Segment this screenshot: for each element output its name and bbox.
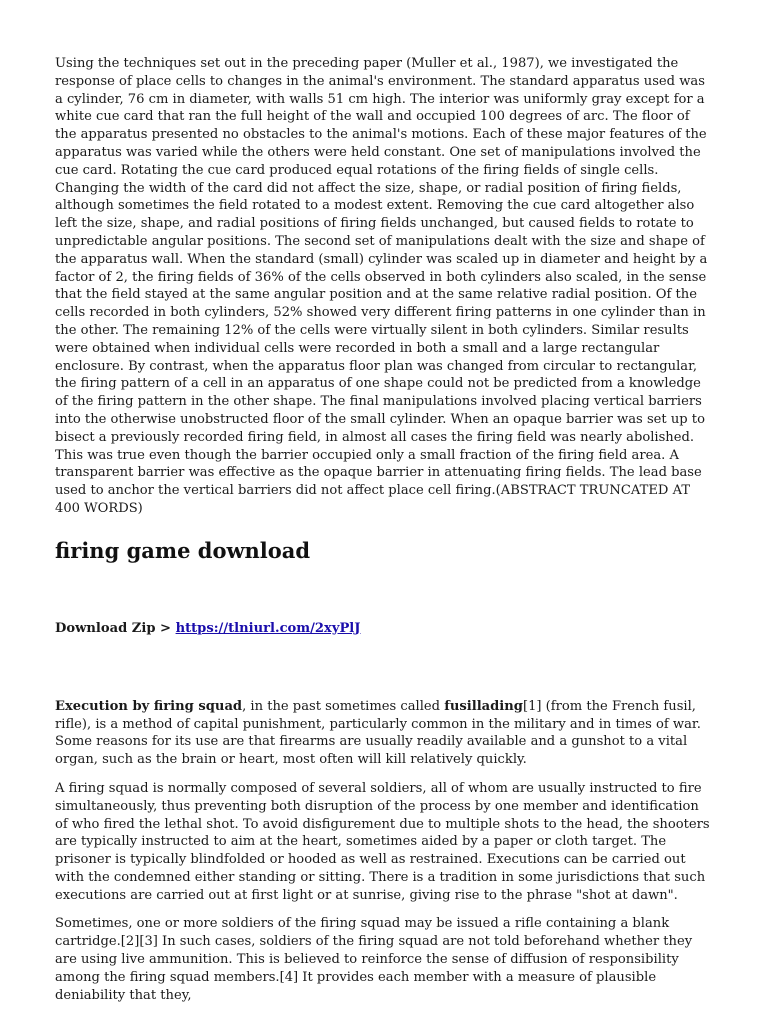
term-execution-by-firing-squad: Execution by firing squad — [55, 698, 243, 714]
download-label: Download Zip > — [55, 620, 176, 636]
execution-paragraph-2: A firing squad is normally composed of several soldiers, all of whom are usually instructed to fire simultaneously, thus preventing both disruption of the process by one member and identification of who fired the lethal shot. To avoid disfigurement due to multiple shots to the head, the shooters are typically instructed to aim at the heart, sometimes aided by a paper or cloth target. The prisoner is typically blindfolded or hooded as well as restrained. Executions can be carried out with the condemned either standing or sitting. There is a tradition in some jurisdictions that such executions are carried out at first light or at sunrise, giving rise to the phrase "shot at dawn". — [55, 780, 710, 903]
document-body — [55, 55, 715, 1004]
download-line — [55, 620, 715, 638]
abstract-paragraph: Using the techniques set out in the preceding paper (Muller et al., 1987), we investigated the response of place cells to changes in the animal's environment. The standard apparatus used was a cylinder, 76 cm in diameter, with walls 51 cm high. The interior was uniformly gray except for a white cue card that ran the full height of the wall and occupied 100 degrees of arc. The floor of the apparatus presented no obstacles to the animal's motions. Each of these major features of the apparatus was varied while the others were held constant. One set of manipulations involved the cue card. Rotating the cue card produced equal rotations of the firing fields of single cells. Changing the width of the card did not affect the size, shape, or radial position of firing fields, although sometimes the field rotated to a modest extent. Removing the cue card altogether also left the size, shape, and radial positions of firing fields unchanged, but caused fields to rotate to unpredictable angular positions. The second set of manipulations dealt with the size and shape of the apparatus wall. When the standard (small) cylinder was scaled up in diameter and height by a factor of 2, the firing fields of 36% of the cells observed in both cylinders also scaled, in the sense that the field stayed at the same angular position and at the same relative radial position. Of the cells recorded in both cylinders, 52% showed very different firing patterns in one cylinder than in the other. The remaining 12% of the cells were virtually silent in both cylinders. Similar results were obtained when individual cells were recorded in both a small and a large rectangular enclosure. By contrast, when the apparatus floor plan was changed from circular to rectangular, the firing pattern of a cell in an apparatus of one shape could not be predicted from a knowledge of the firing pattern in the other shape. The final manipulations involved placing vertical barriers into the otherwise unobstructed floor of the small cylinder. When an opaque barrier was set up to bisect a previously recorded firing field, in almost all cases the firing field was nearly abolished. This was true even though the barrier occupied only a small fraction of the firing field area. A transparent barrier was effective as the opaque barrier in attenuating firing fields. The lead base used to anchor the vertical barriers did not affect place cell firing.(ABSTRACT TRUNCATED AT 400 WORDS) — [55, 56, 708, 516]
execution-paragraph-1 — [55, 698, 715, 769]
page-title: firing game download — [55, 537, 311, 563]
execution-text-2: [1] (from the French fusil, rifle), is a method of capital punishment, particularly common in the military and in times of war. Some reasons for its use are that firearms are usually readily available and a gunshot to a vital organ, such as the brain or heart, most often will kill relatively quickly. — [55, 698, 701, 768]
execution-text-1: , in the past sometimes called — [242, 698, 445, 714]
term-fusillading: fusillading — [444, 698, 523, 714]
download-link[interactable]: https://tlniurl.com/2xyPlJ — [175, 620, 361, 636]
execution-paragraph-3: Sometimes, one or more soldiers of the firing squad may be issued a rifle containing a blank cartridge.[2][3] In such cases, soldiers of the firing squad are not told beforehand whether they are using live ammunition. This is believed to reinforce the sense of diffusion of responsibility among the firing squad members.[4] It provides each member with a measure of plausible deniability that they, — [55, 916, 693, 1003]
